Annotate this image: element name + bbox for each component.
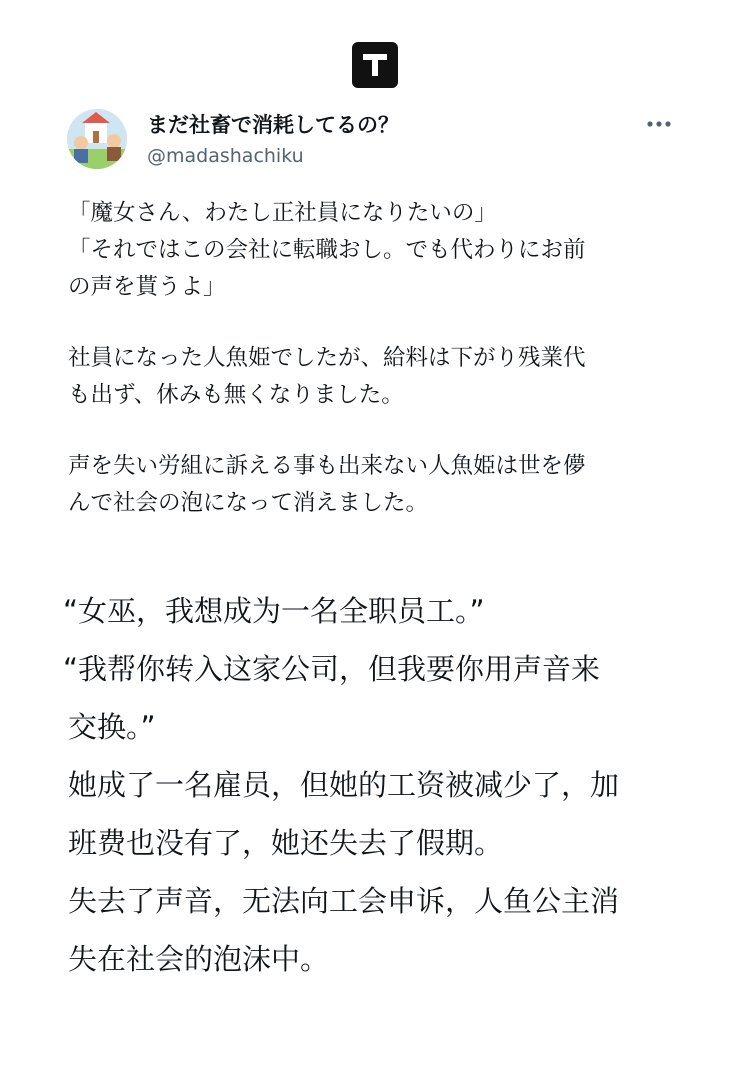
- paragraph-gap: [68, 306, 688, 340]
- translation-line: 失在社会的泡沫中。: [68, 942, 330, 976]
- translation-line: 交换。”: [68, 710, 156, 744]
- tweet-line: も出ず、休みも無くなりました。: [68, 382, 404, 408]
- translation-text: [63, 582, 688, 988]
- translation-line: “我帮你转入这家公司，但我要你用声音来: [63, 652, 601, 686]
- tweet-line: の声を貰うよ」: [68, 274, 226, 300]
- translation-line: 她成了一名雇员，但她的工资被减少了，加: [68, 768, 620, 802]
- cartoon-avatar-icon[interactable]: [67, 109, 127, 169]
- tweet-line: んで社会の泡になって消えました。: [68, 490, 429, 516]
- tweet-line: 「それではこの会社に転職おし。でも代わりにお前: [68, 237, 586, 263]
- tweet-line: 社員になった人魚姫でしたが、給料は下がり残業代: [68, 345, 586, 371]
- translation-line: 失去了声音，无法向工会申诉，人鱼公主消: [68, 884, 620, 918]
- author-handle[interactable]: @madashachiku: [147, 145, 304, 167]
- tweet-line: 「魔女さん、わたし正社員になりたいの」: [68, 200, 497, 226]
- tweet-line: 声を失い労組に訴える事も出来ない人魚姫は世を儚: [68, 453, 586, 479]
- tweet-body: [68, 195, 688, 522]
- translation-line: 班费也没有了，她还失去了假期。: [68, 826, 504, 860]
- t-logo-icon: [352, 42, 398, 88]
- author-display-name[interactable]: まだ社畜で消耗してるの？: [147, 113, 399, 137]
- paragraph-gap: [68, 414, 688, 448]
- more-horizontal-icon[interactable]: [640, 110, 680, 138]
- translation-line: “女巫，我想成为一名全职员工。”: [63, 594, 485, 628]
